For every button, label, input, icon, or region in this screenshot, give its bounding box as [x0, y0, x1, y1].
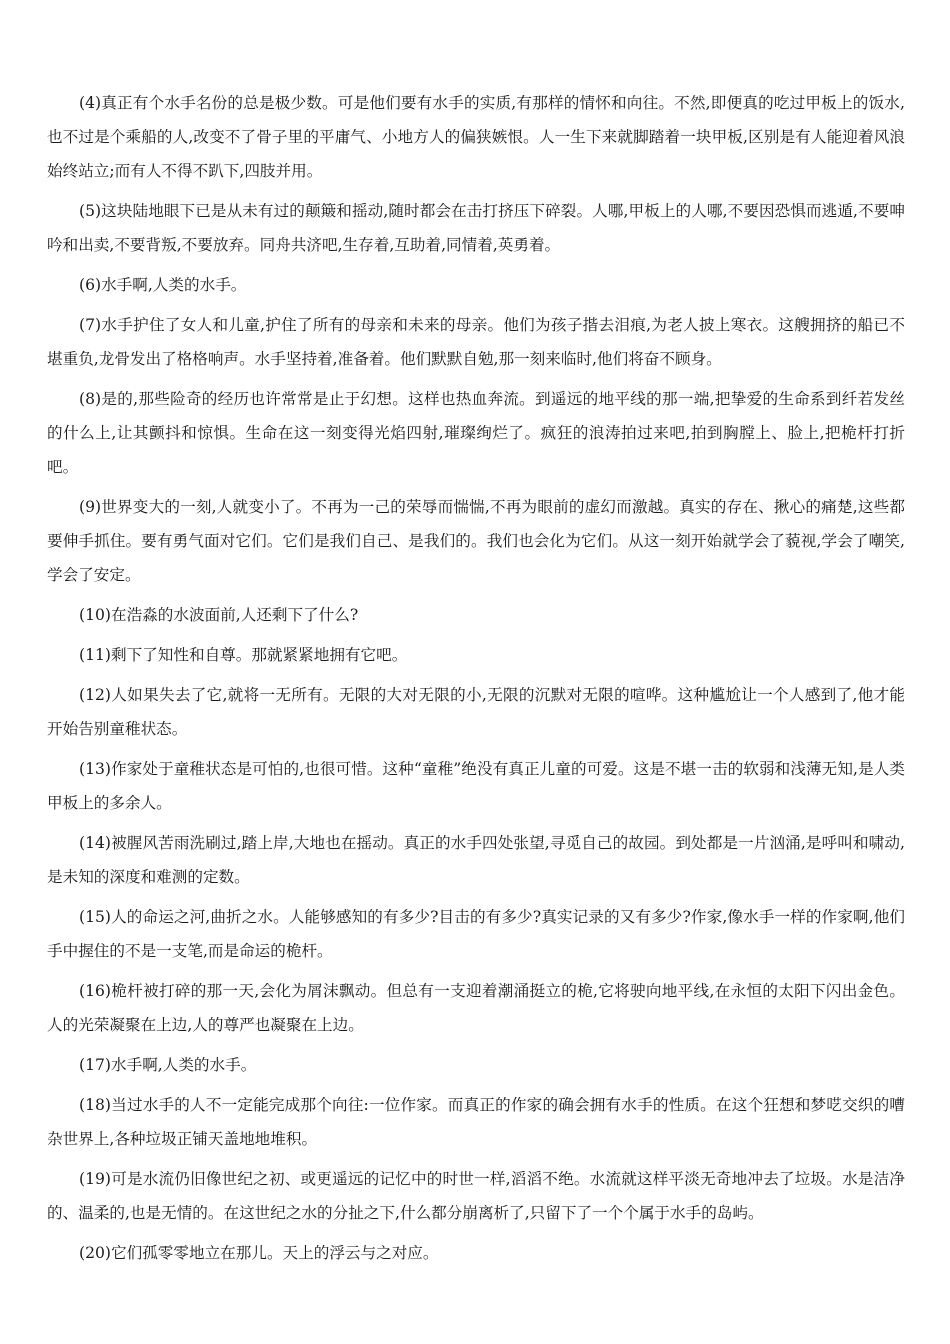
paragraph-12: (12)人如果失去了它,就将一无所有。无限的大对无限的小,无限的沉默对无限的喧哗。这种尴尬让一个人感到了,他才能开始告别童稚状态。	[47, 686, 905, 738]
paragraph-20: (20)它们孤零零地立在那儿。天上的浮云与之对应。	[79, 1244, 439, 1262]
paragraph-15: (15)人的命运之河,曲折之水。人能够感知的有多少?目击的有多少?真实记录的又有多少?作家,像水手一样的作家啊,他们手中握住的不是一支笔,而是命运的桅杆。	[47, 908, 905, 960]
paragraph-10: (10)在浩淼的水波面前,人还剩下了什么?	[79, 606, 359, 624]
paragraph-13: (13)作家处于童稚状态是可怕的,也很可惜。这种“童稚”绝没有真正儿童的可爱。这是不堪一击的软弱和浅薄无知,是人类甲板上的多余人。	[47, 760, 905, 812]
paragraph-5: (5)这块陆地眼下已是从未有过的颠簸和摇动,随时都会在击打挤压下碎裂。人哪,甲板上的人哪,不要因恐惧而逃遁,不要呻吟和出卖,不要背叛,不要放弃。同舟共济吧,生存着,互助着,同情着,英勇着。	[47, 202, 905, 254]
paragraph-9: (9)世界变大的一刻,人就变小了。不再为一己的荣辱而惴惴,不再为眼前的虚幻而激越。真实的存在、揪心的痛楚,这些都要伸手抓住。要有勇气面对它们。它们是我们自己、是我们的。我们也会化为它们。从这一刻开始就学会了藐视,学会了嘲笑,学会了安定。	[47, 498, 905, 584]
paragraph-16: (16)桅杆被打碎的那一天,会化为屑沫飘动。但总有一支迎着潮涌挺立的桅,它将驶向地平线,在永恒的太阳下闪出金色。人的光荣凝聚在上边,人的尊严也凝聚在上边。	[47, 982, 905, 1034]
paragraph-7: (7)水手护住了女人和儿童,护住了所有的母亲和未来的母亲。他们为孩子揩去泪痕,为老人披上寒衣。这艘拥挤的船已不堪重负,龙骨发出了格格响声。水手坚持着,准备着。他们默默自勉,那一刻来临时,他们将奋不顾身。	[47, 316, 905, 368]
paragraph-19: (19)可是水流仍旧像世纪之初、或更遥远的记忆中的时世一样,滔滔不绝。水流就这样平淡无奇地冲去了垃圾。水是洁净的、温柔的,也是无情的。在这世纪之水的分扯之下,什么都分崩离析了,只留下了一个个属于水手的岛屿。	[47, 1170, 905, 1222]
paragraph-11: (11)剩下了知性和自尊。那就紧紧地拥有它吧。	[79, 646, 408, 664]
document-page	[47, 86, 905, 1276]
paragraph-14: (14)被腥风苦雨洗刷过,踏上岸,大地也在摇动。真正的水手四处张望,寻觅自己的故园。到处都是一片汹涌,是呼叫和啸动,是未知的深度和难测的定数。	[47, 834, 905, 886]
paragraph-8: (8)是的,那些险奇的经历也许常常是止于幻想。这样也热血奔流。到遥远的地平线的那一端,把挚爱的生命系到纤若发丝的什么上,让其颤抖和惊惧。生命在这一刻变得光焰四射,璀璨绚烂了。疯狂的浪涛拍过来吧,拍到胸膛上、脸上,把桅杆打折吧。	[47, 390, 905, 476]
paragraph-6: (6)水手啊,人类的水手。	[79, 276, 247, 294]
paragraph-4: (4)真正有个水手名份的总是极少数。可是他们要有水手的实质,有那样的情怀和向往。不然,即便真的吃过甲板上的饭水,也不过是个乘船的人,改变不了骨子里的平庸气、小地方人的偏狭嫉恨。人一生下来就脚踏着一块甲板,区别是有人能迎着风浪始终站立;而有人不得不趴下,四肢并用。	[47, 94, 905, 180]
paragraph-17: (17)水手啊,人类的水手。	[79, 1056, 257, 1074]
paragraph-18: (18)当过水手的人不一定能完成那个向往:一位作家。而真正的作家的确会拥有水手的性质。在这个狂想和梦呓交织的嘈杂世界上,各种垃圾正铺天盖地地堆积。	[47, 1096, 905, 1148]
